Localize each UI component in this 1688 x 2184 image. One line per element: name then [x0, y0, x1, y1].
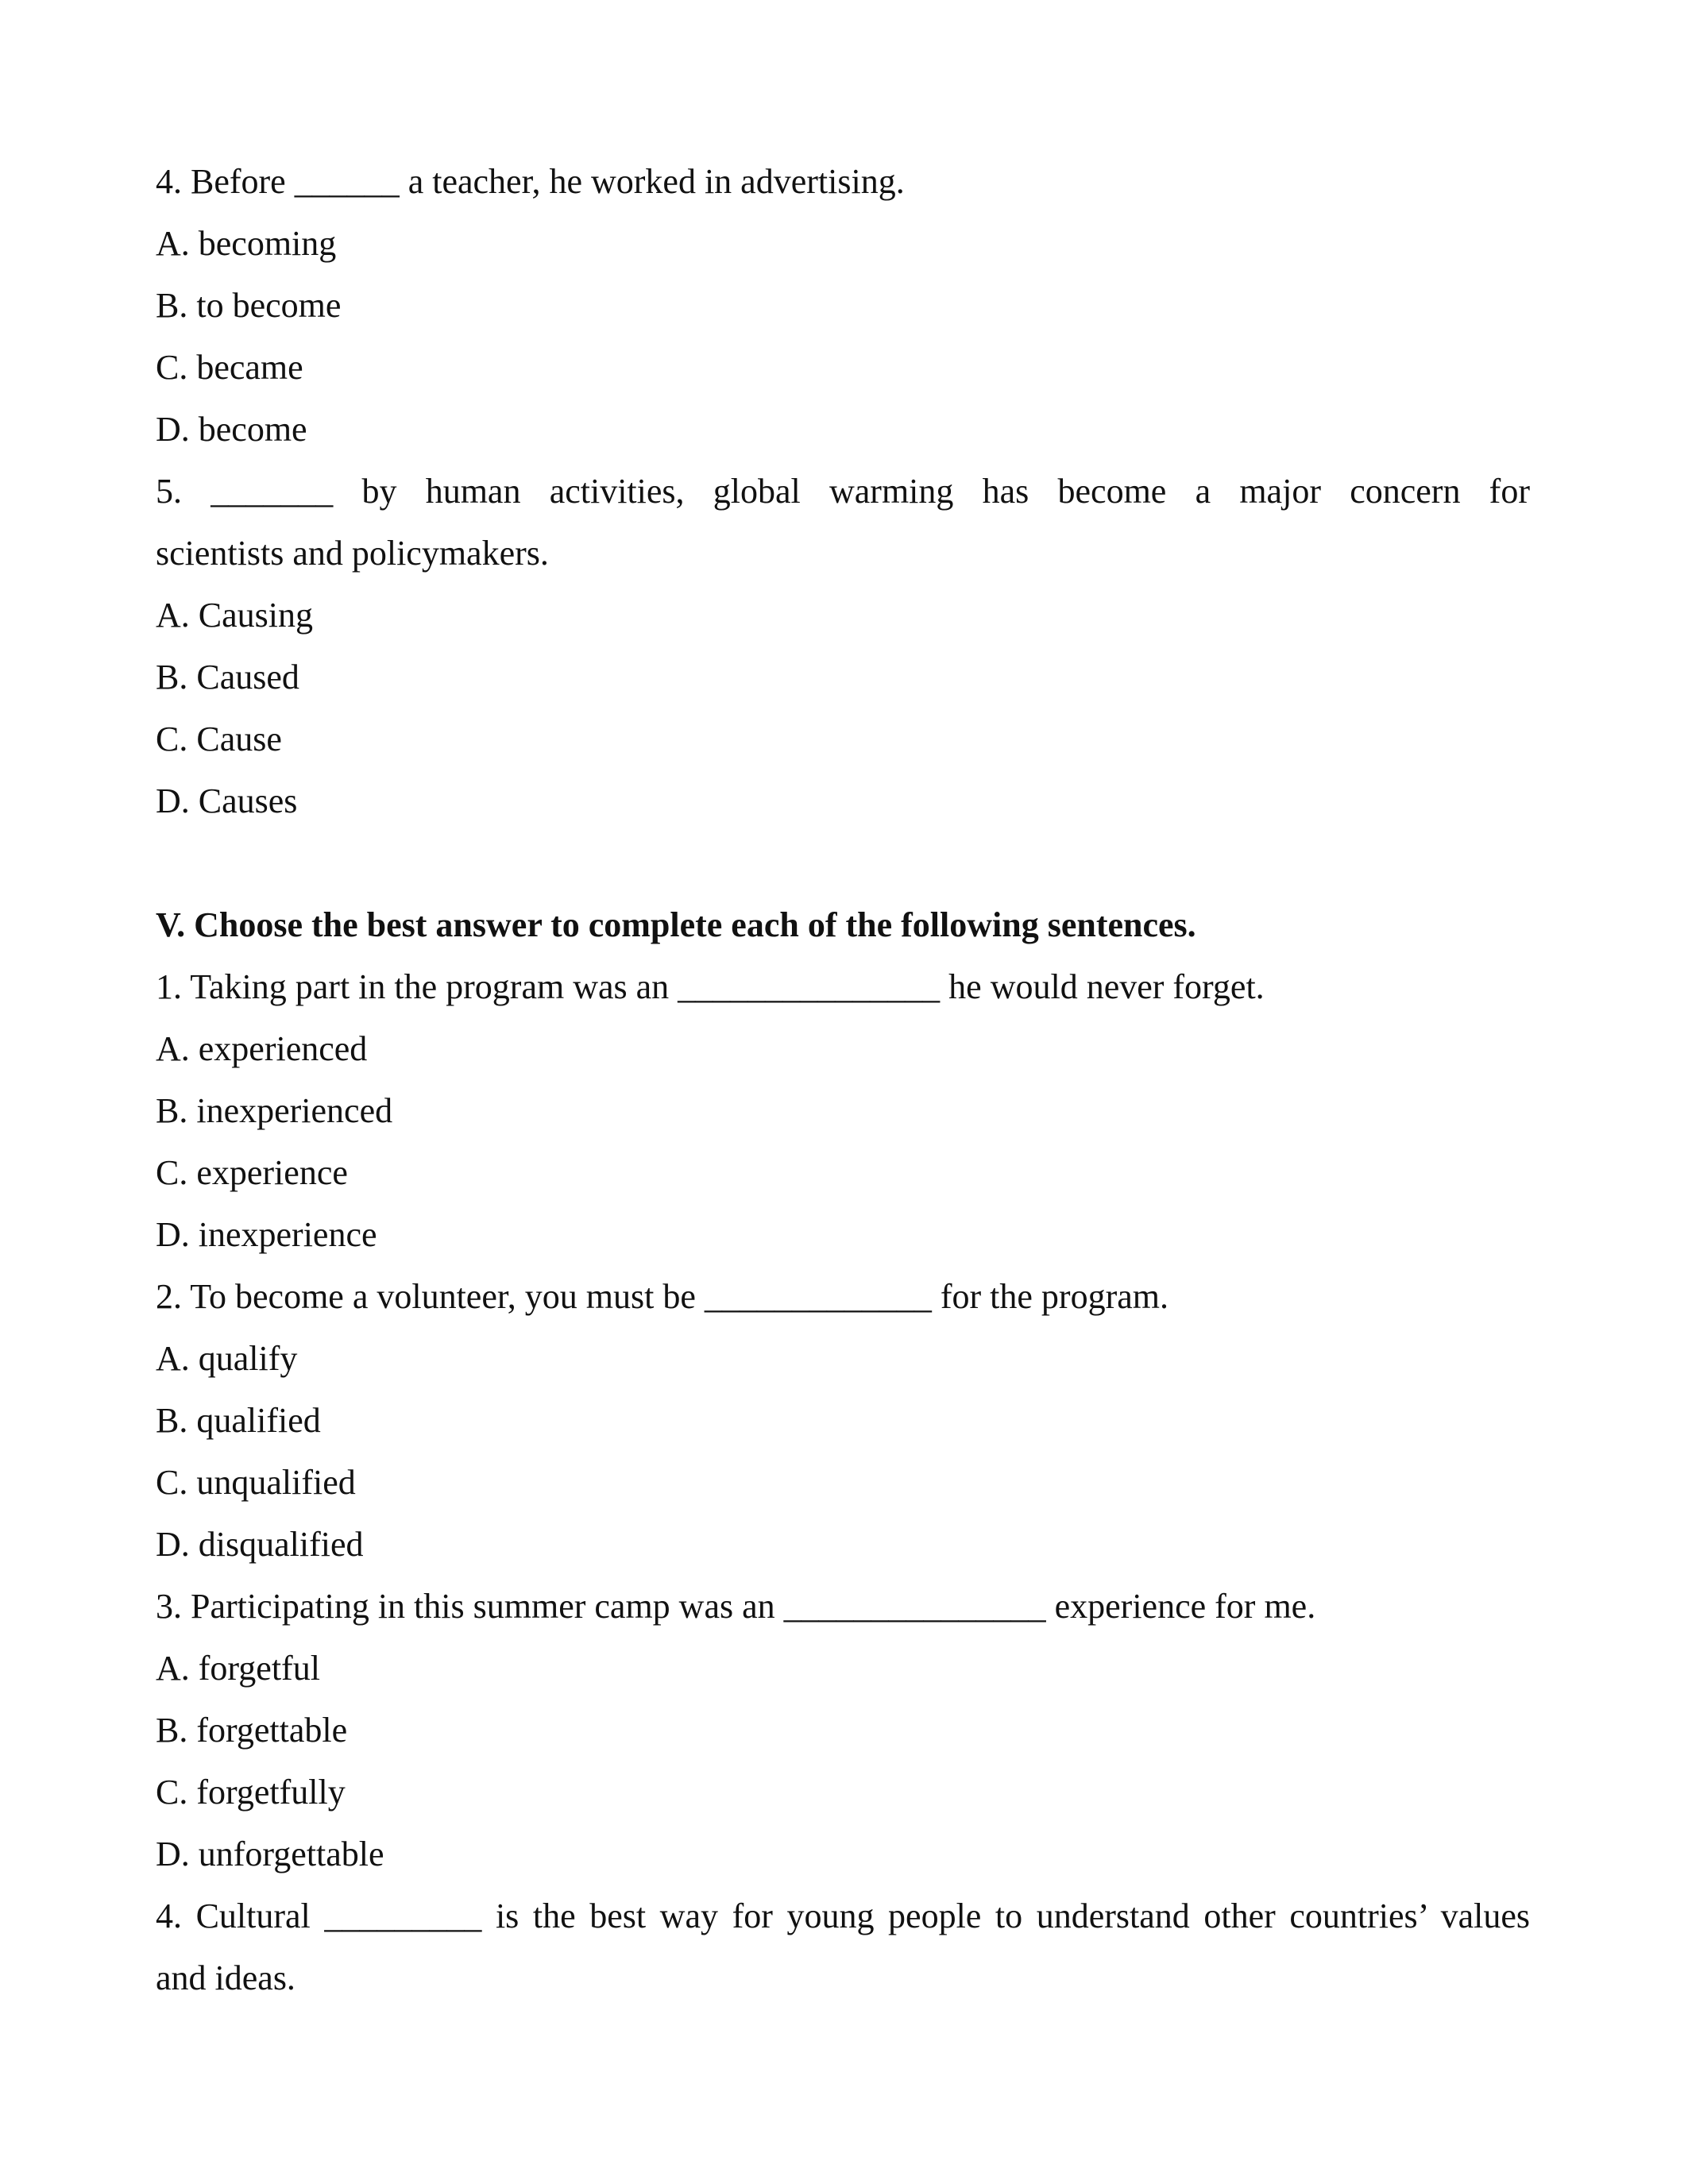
question-5-option-d: D. Causes — [156, 781, 298, 820]
v-question-3-option-b: B. forgettable — [156, 1711, 348, 1750]
v-question-1-option-a: A. experienced — [156, 1029, 368, 1068]
question-4-option-b: B. to become — [156, 286, 342, 325]
v-question-3-stem: 3. Participating in this summer camp was an _______________ experience for me. — [156, 1587, 1316, 1626]
v-question-4-stem-line1: 4. Cultural _________ is the best way for young people to understand other countries’ values — [156, 1897, 1530, 1935]
question-5-stem-line1: 5. _______ by human activities, global warming has become a major concern for — [156, 472, 1530, 511]
question-4-stem: 4. Before ______ a teacher, he worked in advertising. — [156, 162, 905, 201]
question-5-stem-line2: scientists and policymakers. — [156, 534, 549, 573]
v-question-1-stem: 1. Taking part in the program was an _______________ he would never forget. — [156, 967, 1265, 1006]
v-question-2-option-d: D. disqualified — [156, 1525, 364, 1564]
v-question-1-option-b: B. inexperienced — [156, 1091, 393, 1130]
v-question-3-option-c: C. forgetfully — [156, 1773, 346, 1812]
v-question-3-option-d: D. unforgettable — [156, 1835, 384, 1873]
question-4-option-d: D. become — [156, 410, 307, 449]
v-question-2-option-c: C. unqualified — [156, 1463, 356, 1502]
question-4-option-c: C. became — [156, 348, 303, 387]
v-question-4-stem-line2: and ideas. — [156, 1958, 295, 1997]
section-gap — [156, 832, 1530, 894]
v-question-1-option-d: D. inexperience — [156, 1215, 377, 1254]
v-question-2-option-b: B. qualified — [156, 1401, 321, 1440]
section-v-heading: V. Choose the best answer to complete each of the following sentences. — [156, 905, 1196, 944]
question-4-option-a: A. becoming — [156, 224, 337, 263]
question-5-option-b: B. Caused — [156, 658, 299, 696]
question-5-option-c: C. Cause — [156, 720, 282, 758]
v-question-2-stem: 2. To become a volunteer, you must be _____________ for the program. — [156, 1277, 1168, 1316]
question-5-option-a: A. Causing — [156, 596, 313, 635]
worksheet-page — [156, 151, 1530, 2009]
v-question-3-option-a: A. forgetful — [156, 1649, 320, 1688]
v-question-1-option-c: C. experience — [156, 1153, 348, 1192]
v-question-2-option-a: A. qualify — [156, 1339, 298, 1378]
